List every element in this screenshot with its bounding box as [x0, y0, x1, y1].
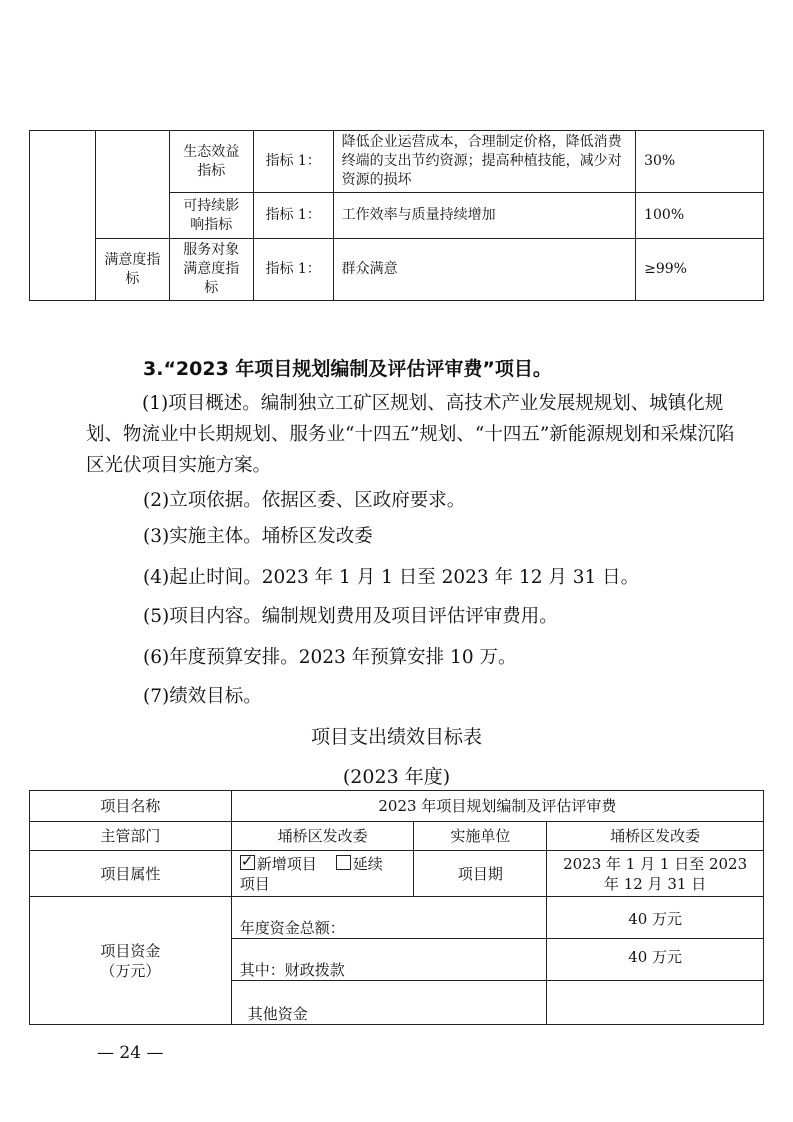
page-number: — 24 —: [97, 1043, 164, 1063]
total-value: 40 万元: [547, 897, 764, 939]
dept-label: 主管部门: [30, 822, 232, 851]
budget-line: (6)年度预算安排。2023 年预算安排 10 万。: [143, 647, 517, 668]
dept-value: 埇桥区发改委: [231, 822, 414, 851]
continued-checkbox[interactable]: [336, 855, 351, 870]
content-line: (5)项目内容。编制规划费用及项目评估评审费用。: [143, 606, 558, 627]
sub-indicator: 服务对象满意度指标: [169, 239, 253, 301]
table-row: [30, 822, 764, 851]
table-row: [30, 239, 764, 301]
metric-desc: 群众满意: [333, 239, 636, 301]
category-cell: 满意度指标: [95, 239, 169, 301]
fiscal-value: 40 万元: [547, 939, 764, 981]
indicator-table: [29, 130, 764, 301]
term-value: 2023 年 1 月 1 日至 2023 年 12 月 31 日: [547, 851, 764, 897]
metric-label: 指标 1：: [253, 239, 333, 301]
overview-paragraph: [86, 388, 736, 481]
table-year: (2023 年度): [342, 766, 451, 788]
new-project-checkbox[interactable]: [240, 855, 255, 870]
table-row: [30, 791, 764, 822]
section-heading: 3.“2023 年项目规划编制及评估评审费”项目。: [143, 358, 552, 380]
basis-line: (2)立项依据。依据区委、区政府要求。: [143, 490, 466, 511]
table-row: [30, 131, 764, 193]
new-project-label: 新增项目: [256, 854, 317, 873]
fund-unit: （万元）: [100, 961, 161, 980]
attr-label: 项目属性: [30, 851, 232, 897]
other-value: [547, 981, 764, 1025]
period-line: (4)起止时间。2023 年 1 月 1 日至 2023 年 12 月 31 日。: [143, 567, 640, 588]
table-row: [30, 897, 764, 939]
metric-desc: 降低企业运营成本，合理制定价格，降低消费终端的支出节约资源；提高种植技能，减少对资源的损坏: [333, 131, 636, 193]
unit-label: 实施单位: [414, 822, 547, 851]
attr-options: [231, 851, 414, 897]
table-title: 项目支出绩效目标表: [310, 726, 482, 748]
fund-label: 项目资金: [100, 941, 161, 960]
metric-label: 指标 1：: [253, 131, 333, 193]
table-row: [30, 851, 764, 897]
name-label: 项目名称: [30, 791, 232, 822]
unit-value: 埇桥区发改委: [547, 822, 764, 851]
metric-value: 30%: [636, 131, 764, 193]
metric-desc: 工作效率与质量持续增加: [333, 193, 636, 239]
other-label: 其他资金: [231, 981, 547, 1025]
performance-table: [29, 790, 764, 1025]
sub-indicator: 生态效益指标: [169, 131, 253, 193]
subject-line: (3)实施主体。埇桥区发改委: [143, 526, 373, 547]
metric-value: 100%: [636, 193, 764, 239]
total-label: 年度资金总额：: [231, 897, 547, 939]
sub-indicator: 可持续影响指标: [169, 193, 253, 239]
goal-line: (7)绩效目标。: [143, 686, 262, 707]
term-label: 项目期: [414, 851, 547, 897]
overview-text: (1)项目概述。编制独立工矿区规划、高技术产业发展规规划、城镇化规划、物流业中长期规划、服务业“十四五”规划、“十四五”新能源规划和采煤沉陷区光伏项目实施方案。: [86, 393, 735, 476]
metric-value: ≥99%: [636, 239, 764, 301]
continued-label: 延续: [352, 854, 383, 873]
metric-label: 指标 1：: [253, 193, 333, 239]
attr-tail: 项目: [239, 874, 270, 893]
fiscal-label: 其中：财政拨款: [231, 939, 547, 981]
fund-label-cell: [30, 897, 232, 1025]
name-value: 2023 年项目规划编制及评估评审费: [231, 791, 763, 822]
